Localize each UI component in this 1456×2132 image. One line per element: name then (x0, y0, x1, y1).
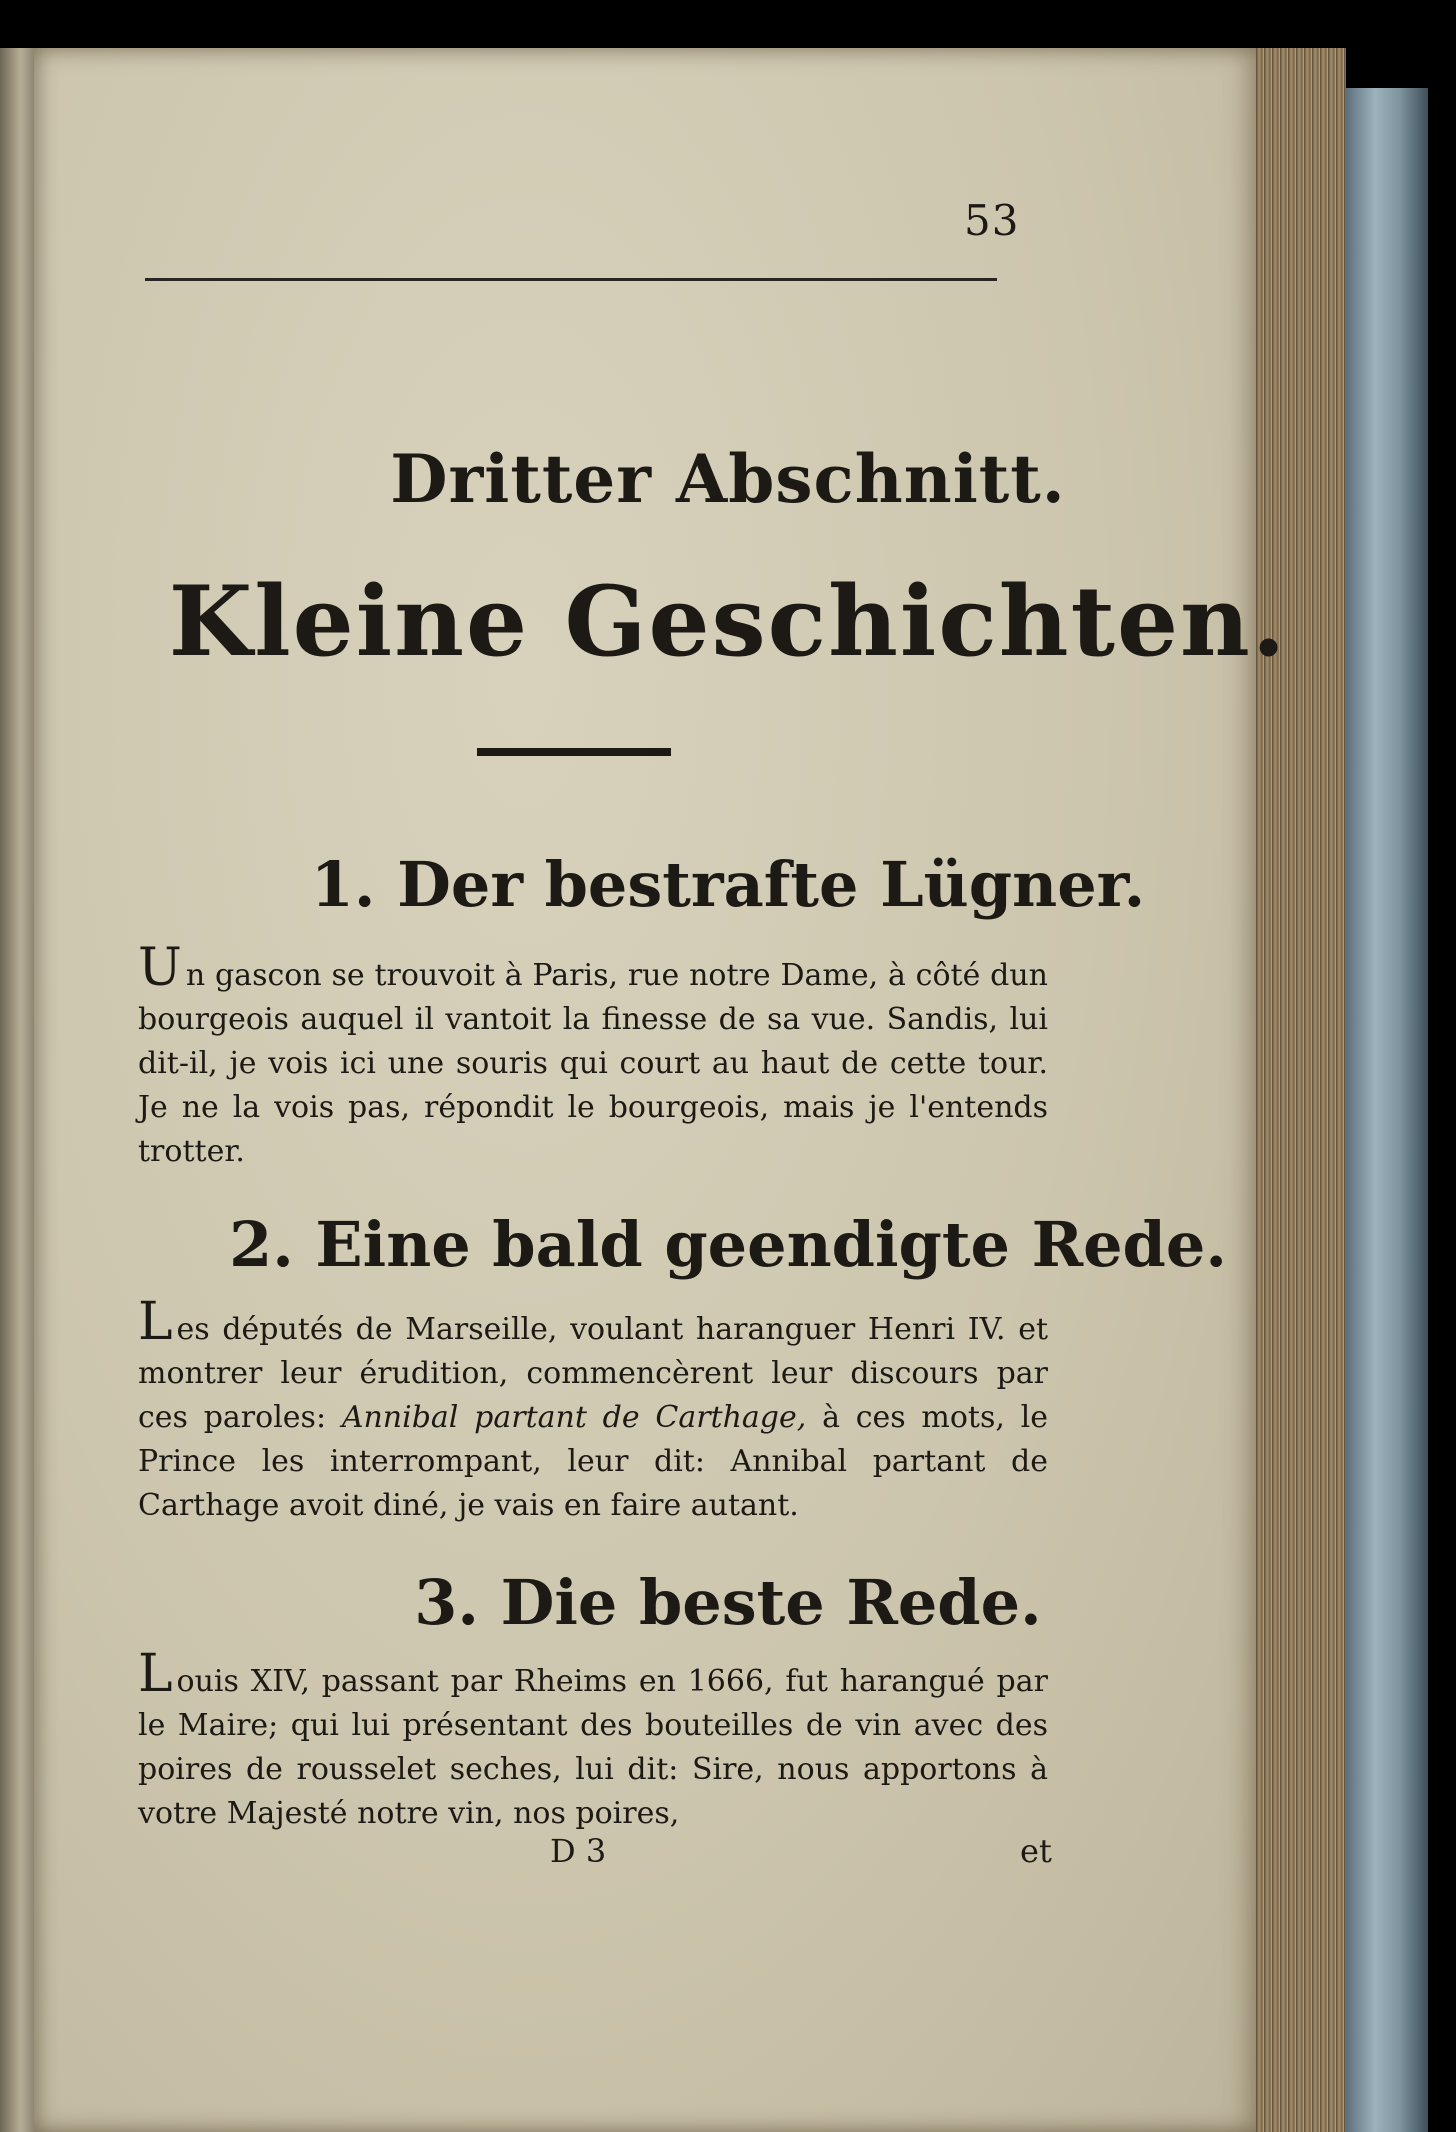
background-edge (1428, 0, 1456, 2132)
header-rule (145, 278, 997, 281)
story-body-2 (138, 1292, 1049, 1528)
story-text-2a: es députés de Marseille, voulant haranguer Henri IV. et montrer leur érudition, commencèrent leur discours par ces paroles: (138, 1312, 1048, 1435)
story-text-1: n gascon se trouvoit à Paris, rue notre Dame, à côté dun bourgeois auquel il vantoit la finesse de sa vue. Sandis, lui dit-il, je vois ici une souris qui court au haut de cette tour. Je ne la vois pas, répondit le bourgeois, mais je l'entends trotter. (138, 958, 1048, 1169)
story-initial-2: L (138, 1292, 173, 1352)
signature-mark: D 3 (550, 1832, 607, 1870)
story-heading-3: 3. Die beste Rede. (414, 1566, 1042, 1639)
story-text-2b: à ces mots, le Prince les interrompant, leur dit: Annibal partant de Carthage avoit diné, je vais en faire autant. (138, 1400, 1049, 1523)
book-left-edge (0, 48, 34, 2132)
story-initial-3: L (138, 1644, 173, 1704)
story-body-1 (138, 938, 1048, 1174)
section-title: Kleine Geschichten. (168, 565, 1288, 678)
story-heading-2: 2. Eine bald geendigte Rede. (229, 1208, 1227, 1281)
story-quote-2: Annibal partant de Carthage, (341, 1400, 807, 1435)
story-initial-1: U (138, 938, 182, 998)
page-number: 53 (964, 196, 1020, 245)
story-text-3: ouis XIV, passant par Rheims en 1666, fut harangué par le Maire; qui lui présentant des bouteilles de vin avec des poires de rousselet seches, lui dit: Sire, nous apportons à votre Majesté notre vin, nos poires, (138, 1664, 1048, 1831)
page-edges (1256, 48, 1346, 2132)
book-cover (1346, 88, 1428, 2132)
story-body-3 (138, 1644, 1048, 1836)
title-rule (477, 748, 671, 756)
catchword: et (1020, 1832, 1052, 1870)
story-heading-1: 1. Der bestrafte Lügner. (310, 848, 1146, 921)
section-label: Dritter Abschnitt. (390, 440, 1066, 518)
